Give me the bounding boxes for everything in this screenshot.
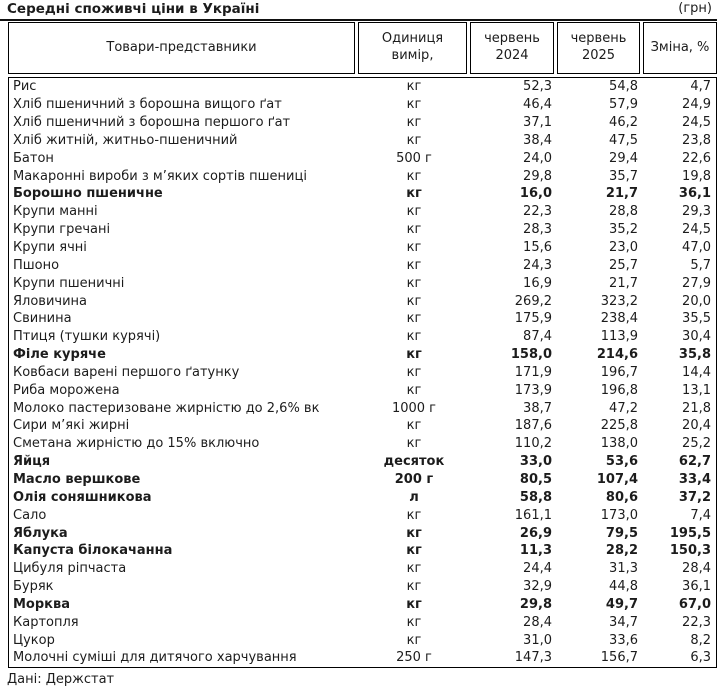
page-title: Середні споживчі ціни в Україні xyxy=(7,1,260,17)
product-name-cell: Крупи ячні xyxy=(13,240,87,256)
price-june-2025-cell: 21,7 xyxy=(609,275,638,291)
product-name-cell: Цибуля ріпчаста xyxy=(13,561,127,577)
product-name-cell: Яйця xyxy=(13,454,51,470)
table-row xyxy=(9,132,716,150)
table-row xyxy=(9,524,716,542)
table-row xyxy=(9,631,716,649)
price-june-2024-cell: 28,4 xyxy=(523,614,552,630)
column-header-june-2024: червень 2024 xyxy=(470,22,554,74)
price-june-2025-cell: 323,2 xyxy=(600,293,638,309)
product-name-cell: Крупи манні xyxy=(13,204,98,220)
table-body xyxy=(8,77,717,668)
price-june-2024-cell: 147,3 xyxy=(514,650,552,666)
change-percent-cell: 14,4 xyxy=(682,364,711,380)
table-row xyxy=(9,399,716,417)
price-june-2024-cell: 31,0 xyxy=(523,632,552,648)
column-header-change-percent: Зміна, % xyxy=(643,22,717,74)
table-row xyxy=(9,274,716,292)
price-june-2024-cell: 110,2 xyxy=(514,436,552,452)
price-june-2024-cell: 29,8 xyxy=(519,596,552,612)
change-percent-cell: 30,4 xyxy=(682,329,711,345)
unit-cell: кг xyxy=(406,382,422,398)
table-row xyxy=(9,239,716,257)
product-name-cell: Птиця (тушки курячі) xyxy=(13,329,161,345)
price-june-2025-cell: 79,5 xyxy=(605,525,638,541)
change-percent-cell: 35,5 xyxy=(682,311,711,327)
price-june-2025-cell: 28,2 xyxy=(605,543,638,559)
price-june-2025-cell: 225,8 xyxy=(600,418,638,434)
table-row xyxy=(9,185,716,203)
price-june-2024-cell: 22,3 xyxy=(523,204,552,220)
product-name-cell: Картопля xyxy=(13,614,79,630)
unit-cell: 500 г xyxy=(396,150,432,166)
change-percent-cell: 4,7 xyxy=(690,79,711,95)
unit-cell: 200 г xyxy=(394,471,434,487)
price-june-2024-cell: 29,8 xyxy=(523,168,552,184)
price-june-2024-cell: 24,4 xyxy=(523,561,552,577)
price-june-2025-cell: 28,8 xyxy=(609,204,638,220)
unit-cell: кг xyxy=(406,364,422,380)
price-june-2025-cell: 156,7 xyxy=(600,650,638,666)
unit-cell: кг xyxy=(406,614,422,630)
price-june-2025-cell: 35,2 xyxy=(609,222,638,238)
price-june-2024-cell: 158,0 xyxy=(510,347,552,363)
price-june-2024-cell: 87,4 xyxy=(523,329,552,345)
price-june-2024-cell: 15,6 xyxy=(523,240,552,256)
product-name-cell: Молоко пастеризоване жирністю до 2,6% вк xyxy=(13,400,320,416)
table-row xyxy=(9,453,716,471)
unit-cell: л xyxy=(409,489,419,505)
price-june-2025-cell: 214,6 xyxy=(596,347,638,363)
product-name-cell: Буряк xyxy=(13,579,54,595)
price-june-2024-cell: 11,3 xyxy=(519,543,552,559)
price-june-2025-cell: 47,5 xyxy=(609,132,638,148)
change-percent-cell: 36,1 xyxy=(682,579,711,595)
change-percent-cell: 150,3 xyxy=(669,543,711,559)
price-june-2025-cell: 21,7 xyxy=(605,186,638,202)
title-bar xyxy=(0,1,717,21)
unit-cell: кг xyxy=(406,293,422,309)
price-june-2025-cell: 29,4 xyxy=(609,150,638,166)
source-note: Дані: Держстат xyxy=(7,672,115,687)
change-percent-cell: 25,2 xyxy=(682,436,711,452)
price-june-2024-cell: 26,9 xyxy=(519,525,552,541)
unit-cell: кг xyxy=(406,168,422,184)
price-june-2024-cell: 16,0 xyxy=(519,186,552,202)
table-row xyxy=(9,96,716,114)
price-june-2024-cell: 24,0 xyxy=(523,150,552,166)
change-percent-cell: 22,3 xyxy=(682,614,711,630)
price-june-2024-cell: 33,0 xyxy=(519,454,552,470)
unit-cell: кг xyxy=(406,79,422,95)
product-name-cell: Хліб житній, житньо-пшеничний xyxy=(13,132,238,148)
change-percent-cell: 24,5 xyxy=(682,115,711,131)
product-name-cell: Свинина xyxy=(13,311,72,327)
table-row xyxy=(9,506,716,524)
currency-note: (грн) xyxy=(678,1,712,16)
table-row xyxy=(9,649,716,667)
price-june-2025-cell: 54,8 xyxy=(609,79,638,95)
unit-cell: кг xyxy=(406,596,422,612)
unit-cell: кг xyxy=(406,275,422,291)
change-percent-cell: 8,2 xyxy=(690,632,711,648)
table-row xyxy=(9,417,716,435)
unit-cell: 250 г xyxy=(396,650,432,666)
change-percent-cell: 29,3 xyxy=(682,204,711,220)
unit-cell: кг xyxy=(406,436,422,452)
price-june-2024-cell: 58,8 xyxy=(519,489,552,505)
price-june-2025-cell: 47,2 xyxy=(609,400,638,416)
product-name-cell: Капуста білокачанна xyxy=(13,543,173,559)
product-name-cell: Масло вершкове xyxy=(13,471,141,487)
table-row xyxy=(9,292,716,310)
product-name-cell: Олія соняшникова xyxy=(13,489,152,505)
unit-cell: кг xyxy=(406,347,422,363)
table-row xyxy=(9,560,716,578)
unit-cell: кг xyxy=(406,186,422,202)
unit-cell: кг xyxy=(406,222,422,238)
price-june-2025-cell: 34,7 xyxy=(609,614,638,630)
product-name-cell: Риба морожена xyxy=(13,382,120,398)
change-percent-cell: 7,4 xyxy=(690,507,711,523)
change-percent-cell: 62,7 xyxy=(678,454,711,470)
price-june-2024-cell: 171,9 xyxy=(514,364,552,380)
price-june-2024-cell: 175,9 xyxy=(514,311,552,327)
unit-cell: кг xyxy=(406,132,422,148)
table-row xyxy=(9,613,716,631)
table-row xyxy=(9,488,716,506)
change-percent-cell: 24,5 xyxy=(682,222,711,238)
price-june-2025-cell: 173,0 xyxy=(600,507,638,523)
price-june-2025-cell: 23,0 xyxy=(609,240,638,256)
unit-cell: кг xyxy=(406,579,422,595)
price-june-2025-cell: 113,9 xyxy=(600,329,638,345)
product-name-cell: Сири м’які жирні xyxy=(13,418,130,434)
price-june-2024-cell: 161,1 xyxy=(514,507,552,523)
product-name-cell: Морква xyxy=(13,596,70,612)
product-name-cell: Молочні суміші для дитячого харчування xyxy=(13,650,297,666)
change-percent-cell: 5,7 xyxy=(690,257,711,273)
unit-cell: 1000 г xyxy=(391,400,437,416)
price-june-2024-cell: 52,3 xyxy=(523,79,552,95)
price-june-2024-cell: 24,3 xyxy=(523,257,552,273)
change-percent-cell: 47,0 xyxy=(682,240,711,256)
unit-cell: кг xyxy=(406,525,422,541)
table-row xyxy=(9,364,716,382)
unit-cell: кг xyxy=(406,329,422,345)
table-row xyxy=(9,381,716,399)
change-percent-cell: 195,5 xyxy=(669,525,711,541)
product-name-cell: Борошно пшеничне xyxy=(13,186,163,202)
table-row xyxy=(9,256,716,274)
price-june-2025-cell: 33,6 xyxy=(609,632,638,648)
product-name-cell: Філе куряче xyxy=(13,347,106,363)
price-june-2024-cell: 38,4 xyxy=(523,132,552,148)
price-june-2024-cell: 16,9 xyxy=(523,275,552,291)
price-june-2024-cell: 46,4 xyxy=(523,97,552,113)
column-header-products: Товари-представники xyxy=(8,22,355,74)
unit-cell: кг xyxy=(406,204,422,220)
price-june-2024-cell: 32,9 xyxy=(523,579,552,595)
price-june-2024-cell: 38,7 xyxy=(523,400,552,416)
change-percent-cell: 22,6 xyxy=(682,150,711,166)
change-percent-cell: 21,8 xyxy=(682,400,711,416)
price-june-2025-cell: 196,7 xyxy=(600,364,638,380)
unit-cell: кг xyxy=(406,311,422,327)
table-row xyxy=(9,435,716,453)
table-row xyxy=(9,346,716,364)
change-percent-cell: 19,8 xyxy=(682,168,711,184)
product-name-cell: Сметана жирністю до 15% включно xyxy=(13,436,260,452)
unit-cell: кг xyxy=(406,543,422,559)
price-june-2025-cell: 35,7 xyxy=(609,168,638,184)
change-percent-cell: 67,0 xyxy=(678,596,711,612)
change-percent-cell: 35,8 xyxy=(678,347,711,363)
unit-cell: кг xyxy=(406,418,422,434)
table-row xyxy=(9,149,716,167)
table-row xyxy=(9,578,716,596)
price-june-2025-cell: 46,2 xyxy=(609,115,638,131)
price-june-2024-cell: 173,9 xyxy=(514,382,552,398)
product-name-cell: Макаронні вироби з м’яких сортів пшениці xyxy=(13,168,307,184)
product-name-cell: Пшоно xyxy=(13,257,60,273)
unit-cell: кг xyxy=(406,97,422,113)
table-row xyxy=(9,471,716,489)
price-june-2025-cell: 31,3 xyxy=(609,561,638,577)
table-row xyxy=(9,595,716,613)
price-june-2025-cell: 49,7 xyxy=(605,596,638,612)
product-name-cell: Хліб пшеничний з борошна першого ґат xyxy=(13,115,291,131)
change-percent-cell: 6,3 xyxy=(690,650,711,666)
price-june-2024-cell: 80,5 xyxy=(519,471,552,487)
change-percent-cell: 36,1 xyxy=(678,186,711,202)
table-row xyxy=(9,221,716,239)
table-row xyxy=(9,310,716,328)
price-june-2025-cell: 25,7 xyxy=(609,257,638,273)
unit-cell: кг xyxy=(406,561,422,577)
unit-cell: кг xyxy=(406,240,422,256)
change-percent-cell: 13,1 xyxy=(682,382,711,398)
price-june-2024-cell: 28,3 xyxy=(523,222,552,238)
product-name-cell: Сало xyxy=(13,507,47,523)
unit-cell: кг xyxy=(406,632,422,648)
table-header-row xyxy=(8,22,717,74)
change-percent-cell: 28,4 xyxy=(682,561,711,577)
product-name-cell: Крупи гречані xyxy=(13,222,111,238)
unit-cell: десяток xyxy=(383,454,445,470)
unit-cell: кг xyxy=(406,257,422,273)
product-name-cell: Рис xyxy=(13,79,37,95)
price-june-2025-cell: 107,4 xyxy=(596,471,638,487)
table-row xyxy=(9,203,716,221)
table-row xyxy=(9,542,716,560)
unit-cell: кг xyxy=(406,115,422,131)
price-june-2024-cell: 37,1 xyxy=(523,115,552,131)
change-percent-cell: 37,2 xyxy=(678,489,711,505)
price-june-2025-cell: 53,6 xyxy=(605,454,638,470)
change-percent-cell: 23,8 xyxy=(682,132,711,148)
product-name-cell: Хліб пшеничний з борошна вищого ґат xyxy=(13,97,282,113)
price-june-2025-cell: 238,4 xyxy=(600,311,638,327)
table-row xyxy=(9,328,716,346)
product-name-cell: Ковбаси варені першого ґатунку xyxy=(13,364,240,380)
price-june-2024-cell: 269,2 xyxy=(514,293,552,309)
product-name-cell: Цукор xyxy=(13,632,55,648)
column-header-unit: Одиниця вимір, xyxy=(358,22,467,74)
change-percent-cell: 27,9 xyxy=(682,275,711,291)
product-name-cell: Яблука xyxy=(13,525,68,541)
price-june-2025-cell: 44,8 xyxy=(609,579,638,595)
table-row xyxy=(9,167,716,185)
price-june-2025-cell: 138,0 xyxy=(600,436,638,452)
product-name-cell: Батон xyxy=(13,150,54,166)
column-header-june-2025: червень 2025 xyxy=(557,22,640,74)
table-row xyxy=(9,78,716,96)
table-row xyxy=(9,114,716,132)
change-percent-cell: 20,4 xyxy=(682,418,711,434)
change-percent-cell: 24,9 xyxy=(682,97,711,113)
price-june-2025-cell: 80,6 xyxy=(605,489,638,505)
product-name-cell: Яловичина xyxy=(13,293,88,309)
price-june-2024-cell: 187,6 xyxy=(514,418,552,434)
unit-cell: кг xyxy=(406,507,422,523)
product-name-cell: Крупи пшеничні xyxy=(13,275,125,291)
price-june-2025-cell: 57,9 xyxy=(609,97,638,113)
price-june-2025-cell: 196,8 xyxy=(600,382,638,398)
change-percent-cell: 20,0 xyxy=(682,293,711,309)
change-percent-cell: 33,4 xyxy=(678,471,711,487)
